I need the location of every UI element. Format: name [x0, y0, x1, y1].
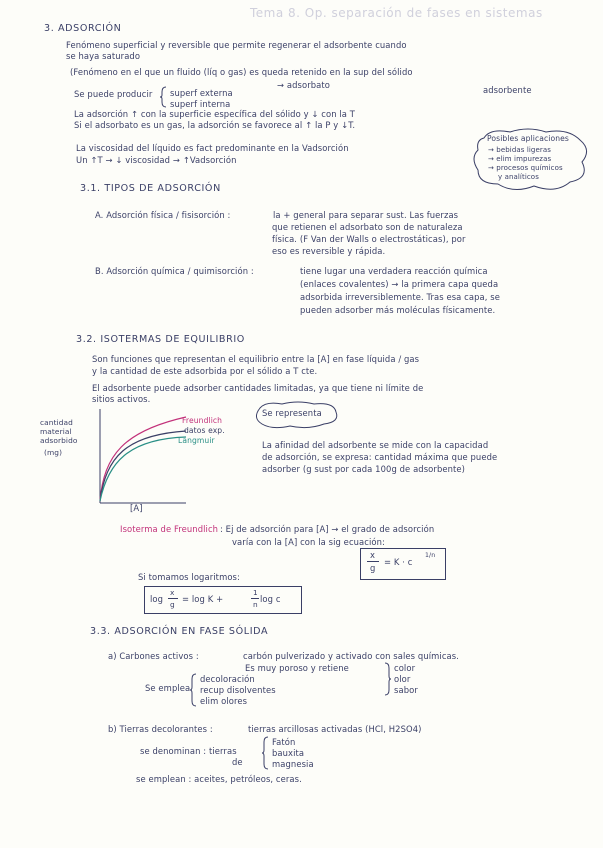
- retains-item: color: [394, 663, 416, 673]
- sec3-line-5: La adsorción ↑ con la superficie específica del sólido y ↓ con la T: [74, 109, 356, 119]
- uses-item: recup disolventes: [200, 685, 276, 695]
- sec31-a-line-1: la + general para separar sust. Las fuerzas: [273, 210, 459, 220]
- sec32-line-2: y la cantidad de este adsorbida por el sólido a T cte.: [92, 366, 318, 376]
- sec31-a-label: A. Adsorción física / fisisorción :: [95, 210, 231, 220]
- cloud-item: → elim impurezas: [488, 155, 552, 163]
- sec3-line-6: Si el adsorbato es un gas, la adsorción se favorece al ↑ la P y ↓T.: [74, 120, 356, 130]
- log-eq-mid: = log K +: [182, 594, 224, 604]
- langmuir-curve: [100, 437, 186, 501]
- graph-ylabel: adsorbido: [40, 436, 78, 445]
- log-eq-c-den: n: [253, 600, 258, 609]
- log-eq-c-bar: [251, 598, 259, 599]
- sec33-b-last: se emplean : aceites, petróleos, ceras.: [136, 774, 302, 784]
- uses-item: elim olores: [200, 696, 248, 706]
- sec31-b-line-2: (enlaces covalentes) → la primera capa queda: [300, 279, 499, 289]
- legend-langmuir: Langmuir: [178, 436, 215, 445]
- sec31-b-line-3: adsorbida irreversiblemente. Tras esa capa, se: [300, 292, 501, 302]
- isoterma-line-1: : Ej de adsorción para [A] → el grado de adsorción: [220, 524, 435, 534]
- legend-datos-exp: datos exp.: [184, 426, 225, 435]
- section-3-3-title: 3.3. ADSORCIÓN EN FASE SÓLIDA: [90, 626, 269, 637]
- sec32-para-1: La afinidad del adsorbente se mide con la capacidad: [262, 440, 489, 450]
- sec31-b-line-1: tiene lugar una verdadera reacción química: [300, 266, 488, 276]
- sec3-adsorbato-note: → adsorbato: [277, 80, 331, 90]
- eq-exponent: 1/n: [425, 552, 436, 559]
- log-eq-c-num: 1: [253, 588, 258, 597]
- sec3-line-1: Fenómeno superficial y reversible que permite regenerar el adsorbente cuando: [66, 40, 407, 50]
- isoterma-freundlich-label: Isoterma de Freundlich: [120, 524, 219, 534]
- eq-rhs: = K · c: [384, 557, 413, 567]
- sec33-b-denominan: se denominan : tierras: [140, 746, 237, 756]
- sec3-line-2: se haya saturado: [66, 51, 141, 61]
- graph-ylabel: material: [40, 427, 72, 436]
- log-eq-log: log: [150, 594, 164, 604]
- sec31-b-line-4: pueden adsorber más moléculas físicamente.: [300, 305, 496, 315]
- sec32-para-3: adsorber (g sust por cada 100g de adsorbente): [262, 464, 466, 474]
- sec31-a-line-2: que retienen el adsorbato son de naturaleza: [272, 222, 463, 232]
- log-eq-frac-num: x: [170, 588, 175, 597]
- sec33-b-rest: tierras arcillosas activadas (HCl, H2SO4): [248, 724, 422, 734]
- sec31-a-line-4: eso es reversible y rápida.: [272, 246, 386, 256]
- sec33-b-label: b) Tierras decolorantes :: [108, 724, 213, 734]
- earth-item: Fatón: [272, 737, 296, 747]
- earth-item: bauxita: [272, 748, 305, 758]
- cloud-item: → bebidas ligeras: [488, 146, 551, 154]
- uses-item: decoloración: [200, 674, 255, 684]
- legend-freundlich: Freundlich: [182, 416, 223, 425]
- sec33-a-label: a) Carbones activos :: [108, 651, 199, 661]
- graph-xlabel: [A]: [130, 503, 143, 513]
- eq-frac-den: g: [370, 563, 376, 573]
- eq-frac-bar: [367, 561, 379, 562]
- sec3-line-4: Se puede producir: [74, 89, 153, 99]
- sec33-a-rest: carbón pulverizado y activado con sales químicas.: [243, 651, 460, 661]
- sec33-left-brace: [190, 673, 198, 707]
- sec3-superf-interna: superf interna: [170, 99, 231, 109]
- log-eq-frac-den: g: [170, 600, 175, 609]
- sec32-line-3: El adsorbente puede adsorber cantidades limitadas, ya que tiene ni límite de: [92, 383, 424, 393]
- cloud-item: → procesos químicos: [488, 164, 563, 172]
- sec32-line-1: Son funciones que representan el equilibrio entre la [A] en fase líquida / gas: [92, 354, 420, 364]
- retains-item: olor: [394, 674, 411, 684]
- earth-item: magnesia: [272, 759, 314, 769]
- log-eq-end: log c: [260, 594, 281, 604]
- bleed-through-text: Tema 8. Op. separación de fases en sistemas: [250, 6, 543, 20]
- graph-ylabel: (mg): [44, 448, 63, 457]
- cloud-item: y analíticos: [498, 173, 539, 181]
- represent-note: Se representa: [262, 408, 322, 418]
- section-3-title: 3. ADSORCIÓN: [44, 23, 122, 34]
- isoterma-line-2: varía con la [A] con la sig ecuación:: [232, 537, 385, 547]
- sec31-b-label: B. Adsorción química / quimisorción :: [95, 266, 254, 276]
- sec33-right-brace: [383, 662, 391, 696]
- datos-exp-curve: [100, 431, 186, 501]
- sec33-a-sub: Es muy poroso y retiene: [245, 663, 349, 673]
- log-eq-frac-bar: [168, 598, 178, 599]
- sec33-emplea: Se emplea: [145, 683, 191, 693]
- sec32-line-4: sitios activos.: [92, 394, 151, 404]
- section-3-2-title: 3.2. ISOTERMAS DE EQUILIBRIO: [76, 334, 245, 345]
- sec32-para-2: de adsorción, se expresa: cantidad máxima que puede: [262, 452, 498, 462]
- sec3-brace: [160, 86, 168, 108]
- log-note: Si tomamos logaritmos:: [138, 572, 240, 582]
- sec3-line-7: La viscosidad del líquido es fact predominante en la Vadsorción: [76, 143, 349, 153]
- isotherm-graph: [94, 405, 254, 515]
- graph-ylabel: cantidad: [40, 418, 73, 427]
- sec3-adsorbente-note: adsorbente: [483, 85, 532, 95]
- sec3-line-3: (Fenómeno en el que un fluido (líq o gas) es queda retenido en la sup del sólido: [70, 67, 413, 77]
- sec3-line-8: Un ↑T → ↓ viscosidad → ↑Vadsorción: [76, 155, 237, 165]
- retains-item: sabor: [394, 685, 418, 695]
- sec31-a-line-3: física. (F Van der Walls o electrostáticas), por: [272, 234, 466, 244]
- eq-frac-num: x: [370, 550, 376, 560]
- sec3-superf-externa: superf externa: [170, 88, 233, 98]
- section-3-1-title: 3.1. TIPOS DE ADSORCIÓN: [80, 183, 221, 194]
- sec33-b-de: de: [232, 757, 243, 767]
- sec33-b-brace: [262, 736, 270, 770]
- cloud-title: Posibles aplicaciones: [487, 134, 569, 143]
- freundlich-curve: [100, 417, 186, 501]
